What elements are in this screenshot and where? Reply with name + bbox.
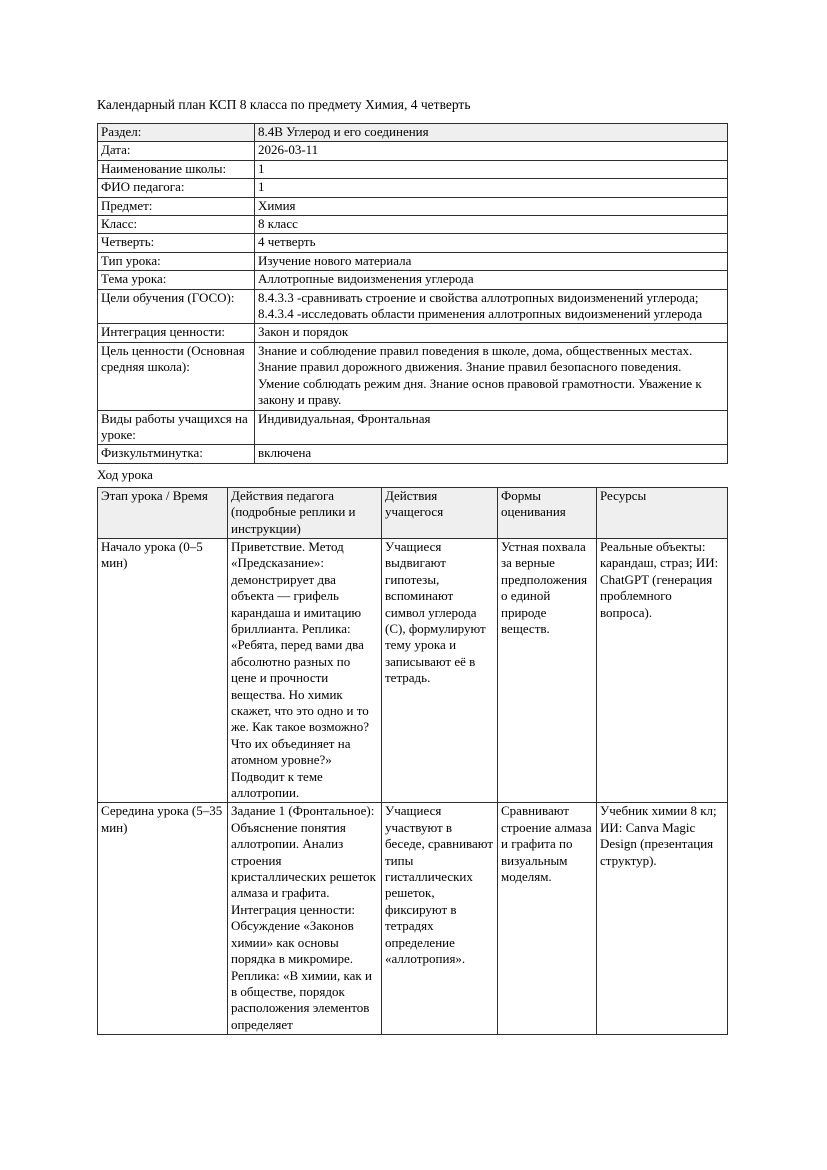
info-value-cell: Закон и порядок	[255, 324, 728, 342]
column-header-stage: Этап урока / Время	[98, 487, 228, 538]
teacher-actions-cell: Задание 1 (Фронтальное): Объяснение понятия аллотропии. Анализ строения кристаллических решеток алмаза и графита. Интеграция ценности: Обсуждение «Законов химии» как основы порядка в микромире. Реплика: «В химии, как и в обществе, порядок расположения элементов определяет	[228, 803, 382, 1035]
info-value-cell: 8.4.3.3 -сравнивать строение и свойства аллотропных видоизменений углерода; 8.4.3.4 -исследовать области применения аллотропных видоизменений углерода	[255, 289, 728, 324]
student-actions-cell: Учащиеся участвуют в беседе, сравнивают типы гисталлических решеток, фиксируют в тетрадях определение «аллотропия».	[382, 803, 498, 1035]
table-row	[98, 234, 728, 252]
table-row	[98, 410, 728, 445]
lesson-info-table	[97, 123, 728, 464]
info-label-cell: Тип урока:	[98, 252, 255, 270]
info-label-cell: Дата:	[98, 142, 255, 160]
info-value-cell: 2026-03-11	[255, 142, 728, 160]
info-value-cell: Аллотропные видоизменения углерода	[255, 271, 728, 289]
info-label-cell: Тема урока:	[98, 271, 255, 289]
table-row	[98, 342, 728, 410]
info-value-cell: 8.4B Углерод и его соединения	[255, 124, 728, 142]
table-row	[98, 124, 728, 142]
info-label-cell: Цели обучения (ГОСО):	[98, 289, 255, 324]
stage-cell: Середина урока (5–35 мин)	[98, 803, 228, 1035]
column-header-teacher-actions: Действия педагога (подробные реплики и инструкции)	[228, 487, 382, 538]
info-value-cell: Химия	[255, 197, 728, 215]
table-row	[98, 252, 728, 270]
info-label-cell: Интеграция ценности:	[98, 324, 255, 342]
info-label-cell: Физкультминутка:	[98, 445, 255, 463]
info-value-cell: Знание и соблюдение правил поведения в школе, дома, общественных местах. Знание правил дорожного движения. Знание правил безопасного поведения. Умение соблюдать режим дня. Знание основ правовой грамотности. Уважение к закону и праву.	[255, 342, 728, 410]
info-label-cell: Предмет:	[98, 197, 255, 215]
resources-cell: Учебник химии 8 кл; ИИ: Canva Magic Design (презентация структур).	[597, 803, 728, 1035]
assessment-cell: Сравнивают строение алмаза и графита по визуальным моделям.	[498, 803, 597, 1035]
table-row	[98, 445, 728, 463]
info-value-cell: Изучение нового материала	[255, 252, 728, 270]
info-label-cell: Наименование школы:	[98, 160, 255, 178]
info-label-cell: Виды работы учащихся на уроке:	[98, 410, 255, 445]
info-label-cell: Четверть:	[98, 234, 255, 252]
stage-cell: Начало урока (0–5 мин)	[98, 538, 228, 803]
table-row	[98, 538, 728, 803]
table-row	[98, 803, 728, 1035]
course-heading: Ход урока	[97, 466, 153, 482]
table-row	[98, 289, 728, 324]
info-value-cell: 8 класс	[255, 216, 728, 234]
info-value-cell: 4 четверть	[255, 234, 728, 252]
table-row	[98, 271, 728, 289]
table-row	[98, 142, 728, 160]
teacher-actions-cell: Приветствие. Метод «Предсказание»: демонстрирует два объекта — грифель карандаша и имитацию бриллианта. Реплика: «Ребята, перед вами два абсолютно разных по цене и прочности вещества. Но химик скажет, что это одно и то же. Как такое возможно? Что их объединяет на атомном уровне?» Подводит к теме аллотропии.	[228, 538, 382, 803]
column-header-resources: Ресурсы	[597, 487, 728, 538]
info-label-cell: Класс:	[98, 216, 255, 234]
info-label-cell: ФИО педагога:	[98, 179, 255, 197]
table-row	[98, 160, 728, 178]
info-value-cell: включена	[255, 445, 728, 463]
lesson-course-table	[97, 487, 728, 1035]
info-value-cell: 1	[255, 179, 728, 197]
table-header-row	[98, 487, 728, 538]
info-label-cell: Цель ценности (Основная средняя школа):	[98, 342, 255, 410]
table-row	[98, 197, 728, 215]
table-row	[98, 324, 728, 342]
resources-cell: Реальные объекты: карандаш, страз; ИИ: ChatGPT (генерация проблемного вопроса).	[597, 538, 728, 803]
info-value-cell: 1	[255, 160, 728, 178]
info-label-cell: Раздел:	[98, 124, 255, 142]
table-row	[98, 216, 728, 234]
info-value-cell: Индивидуальная, Фронтальная	[255, 410, 728, 445]
column-header-student-actions: Действия учащегося	[382, 487, 498, 538]
page-title: Календарный план КСП 8 класса по предмету Химия, 4 четверть	[97, 97, 471, 112]
assessment-cell: Устная похвала за верные предположения о единой природе веществ.	[498, 538, 597, 803]
table-row	[98, 179, 728, 197]
column-header-assessment: Формы оценивания	[498, 487, 597, 538]
student-actions-cell: Учащиеся выдвигают гипотезы, вспоминают символ углерода (C), формулируют тему урока и записывают её в тетрадь.	[382, 538, 498, 803]
